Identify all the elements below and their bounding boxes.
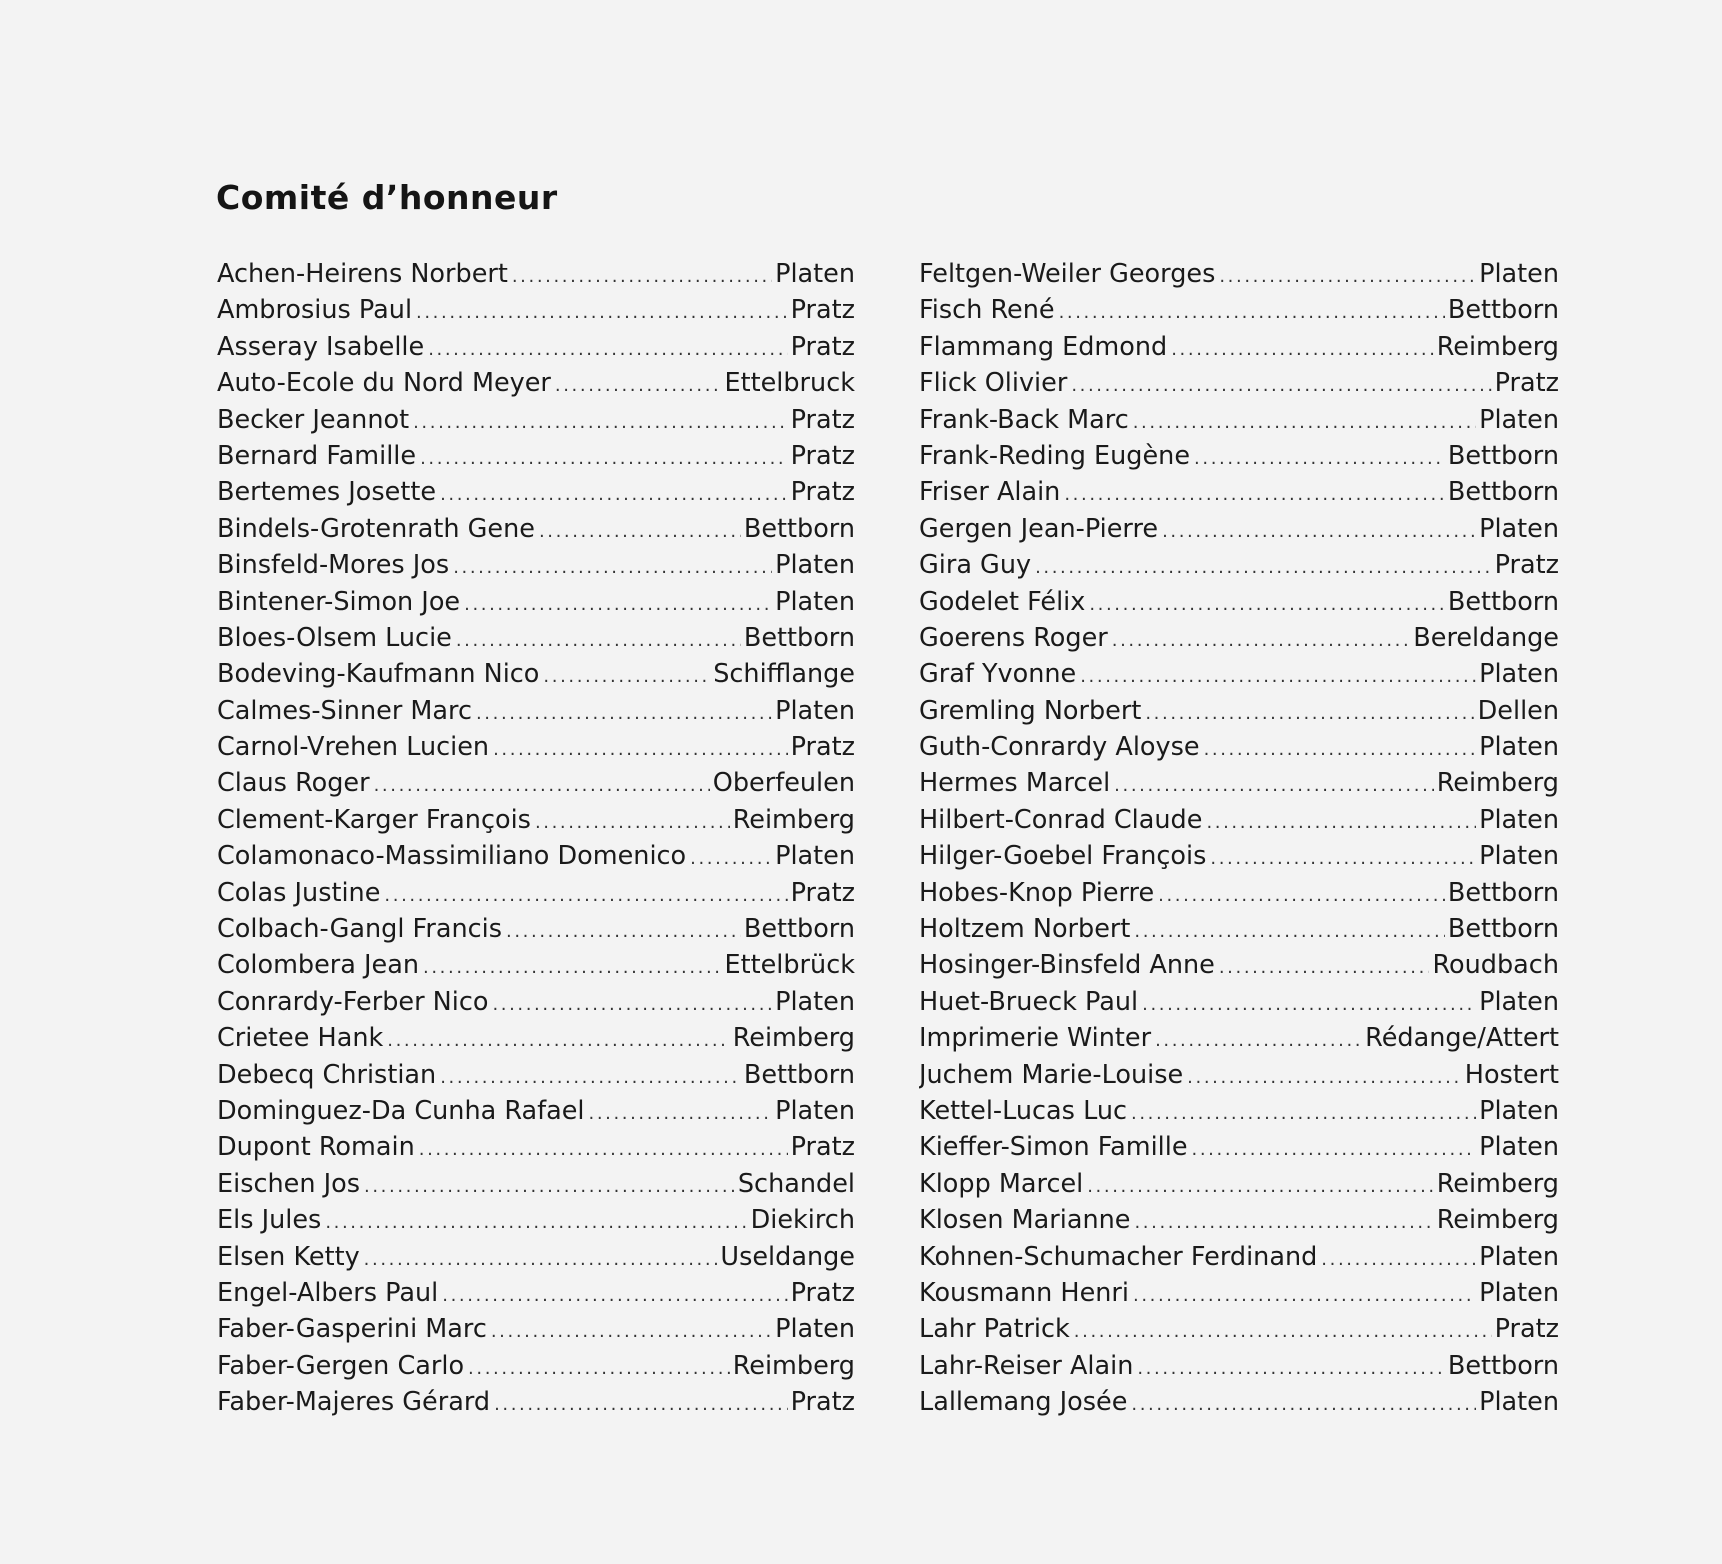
- entry-place: Pratz: [790, 440, 855, 471]
- list-item: [217, 1311, 855, 1347]
- entry-place: Reimberg: [1436, 1168, 1559, 1199]
- list-item: [217, 1239, 855, 1275]
- list-item: [217, 547, 855, 583]
- list-item: [919, 511, 1559, 547]
- entry-place: Platen: [1479, 259, 1559, 289]
- dot-leader: [442, 1278, 787, 1311]
- list-item: [919, 1384, 1559, 1420]
- entry-place: Reimberg: [732, 804, 855, 835]
- entry-name: Colamonaco-Massimiliano Domenico: [217, 841, 687, 872]
- dot-leader: [1080, 659, 1476, 692]
- dot-leader: [1158, 878, 1445, 911]
- list-item: [919, 1166, 1559, 1202]
- list-item: [217, 729, 855, 765]
- dot-leader: [491, 1314, 772, 1347]
- entry-place: Pratz: [1494, 550, 1559, 581]
- entry-name: Lallemang Josée: [919, 1387, 1128, 1418]
- dot-leader: [1137, 1351, 1444, 1384]
- dot-leader: [1142, 987, 1476, 1020]
- list-item: [919, 1202, 1559, 1238]
- entry-place: Bettborn: [1447, 295, 1559, 326]
- dot-leader: [539, 514, 741, 547]
- dot-leader: [1133, 1278, 1476, 1311]
- entry-place: Pratz: [790, 331, 855, 362]
- list-item: [919, 911, 1559, 947]
- entry-place: Pratz: [790, 1132, 855, 1163]
- entry-place: Ettelbrück: [724, 950, 855, 981]
- dot-leader: [1194, 441, 1445, 474]
- entry-place: Pratz: [790, 295, 855, 326]
- dot-leader: [364, 1169, 735, 1202]
- list-item: [919, 402, 1559, 438]
- entry-name: Imprimerie Winter: [919, 1023, 1152, 1054]
- entry-place: Platen: [1479, 804, 1559, 835]
- list-item: [217, 1093, 855, 1129]
- entry-name: Kousmann Henri: [919, 1277, 1129, 1308]
- list-item: [919, 947, 1559, 983]
- list-item: [217, 1129, 855, 1165]
- entry-name: Bodeving-Kaufmann Nico: [217, 659, 540, 690]
- dot-leader: [374, 768, 710, 801]
- entry-place: Reimberg: [1436, 331, 1559, 362]
- entry-name: Kettel-Lucas Luc: [919, 1095, 1128, 1126]
- entry-place: Platen: [775, 259, 855, 289]
- list-item: [217, 838, 855, 874]
- entry-place: Bettborn: [1447, 914, 1559, 945]
- list-item: [217, 402, 855, 438]
- dot-leader: [464, 587, 772, 620]
- list-item: [919, 256, 1559, 292]
- entry-place: Useldange: [720, 1241, 855, 1272]
- dot-leader: [1089, 587, 1444, 620]
- dot-leader: [1210, 841, 1476, 874]
- list-item: [217, 1166, 855, 1202]
- dot-leader: [690, 841, 772, 874]
- entry-name: Auto-Ecole du Nord Meyer: [217, 368, 551, 399]
- dot-leader: [1145, 696, 1474, 729]
- dot-leader: [440, 477, 788, 510]
- entry-name: Hilbert-Conrad Claude: [919, 804, 1203, 835]
- entry-name: Conrardy-Ferber Nico: [217, 986, 489, 1017]
- dot-leader: [416, 295, 788, 328]
- entry-name: Bertemes Josette: [217, 477, 437, 508]
- dot-leader: [420, 441, 787, 474]
- entry-name: Friser Alain: [919, 477, 1061, 508]
- entry-name: Dominguez-Da Cunha Rafael: [217, 1095, 585, 1126]
- entry-place: Diekirch: [750, 1205, 855, 1236]
- list-item: [919, 1093, 1559, 1129]
- entry-name: Claus Roger: [217, 768, 370, 799]
- list-item: [919, 1239, 1559, 1275]
- entry-name: Goerens Roger: [919, 622, 1108, 653]
- entry-place: Bereldange: [1413, 622, 1559, 653]
- entry-place: Schifflange: [713, 659, 855, 690]
- entry-place: Bettborn: [743, 1059, 855, 1090]
- entry-name: Calmes-Sinner Marc: [217, 695, 472, 726]
- right-column: [919, 256, 1559, 1421]
- entry-place: Platen: [775, 586, 855, 617]
- dot-leader: [387, 1023, 729, 1056]
- entry-name: Hobes-Knop Pierre: [919, 877, 1155, 908]
- dot-leader: [1162, 514, 1476, 547]
- entry-place: Platen: [1479, 659, 1559, 690]
- dot-leader: [512, 259, 772, 292]
- entry-place: Dellen: [1477, 695, 1559, 726]
- dot-leader: [1074, 1314, 1492, 1347]
- list-item: [217, 1057, 855, 1093]
- entry-name: Huet-Brueck Paul: [919, 986, 1139, 1017]
- dot-leader: [1114, 768, 1434, 801]
- entry-place: Bettborn: [1447, 440, 1559, 471]
- entry-name: Fisch René: [919, 295, 1055, 326]
- dot-leader: [1321, 1242, 1476, 1275]
- list-item: [919, 838, 1559, 874]
- entry-name: Carnol-Vrehen Lucien: [217, 732, 490, 763]
- entry-place: Reimberg: [732, 1023, 855, 1054]
- entry-place: Bettborn: [1447, 1350, 1559, 1381]
- list-item: [919, 875, 1559, 911]
- entry-name: Elsen Ketty: [217, 1241, 360, 1272]
- list-item: [919, 474, 1559, 510]
- entry-place: Pratz: [1494, 1314, 1559, 1345]
- dot-leader: [1071, 368, 1491, 401]
- list-item: [919, 765, 1559, 801]
- entry-place: Ettelbruck: [724, 368, 855, 399]
- entry-name: Asseray Isabelle: [217, 331, 425, 362]
- entry-place: Rédange/Attert: [1365, 1023, 1559, 1054]
- entry-name: Kieffer-Simon Famille: [919, 1132, 1188, 1163]
- entry-place: Platen: [1479, 1095, 1559, 1126]
- entry-name: Eischen Jos: [217, 1168, 361, 1199]
- dot-leader: [1131, 1387, 1476, 1420]
- dot-leader: [428, 332, 787, 365]
- entry-place: Pratz: [790, 404, 855, 435]
- list-item: [919, 1348, 1559, 1384]
- entry-place: Pratz: [790, 1277, 855, 1308]
- list-item: [217, 1384, 855, 1420]
- entry-place: Bettborn: [743, 513, 855, 544]
- entry-name: Bloes-Olsem Lucie: [217, 622, 452, 653]
- entry-place: Platen: [1479, 986, 1559, 1017]
- entry-name: Graf Yvonne: [919, 659, 1077, 690]
- dot-leader: [384, 878, 787, 911]
- list-item: [217, 693, 855, 729]
- entry-name: Bintener-Simon Joe: [217, 586, 461, 617]
- page-title: Comité d’honneur: [216, 178, 558, 217]
- dot-leader: [1131, 1096, 1476, 1129]
- entry-name: Feltgen-Weiler Georges: [919, 259, 1216, 289]
- dot-leader: [1134, 1205, 1433, 1238]
- list-item: [919, 729, 1559, 765]
- entry-place: Bettborn: [1447, 477, 1559, 508]
- entry-name: Godelet Félix: [919, 586, 1086, 617]
- dot-leader: [1059, 295, 1445, 328]
- list-item: [217, 292, 855, 328]
- entry-place: Pratz: [790, 877, 855, 908]
- dot-leader: [506, 914, 741, 947]
- list-item: [919, 984, 1559, 1020]
- list-item: [217, 1348, 855, 1384]
- list-item: [217, 911, 855, 947]
- entry-place: Pratz: [790, 1387, 855, 1418]
- entry-name: Debecq Christian: [217, 1059, 437, 1090]
- list-item: [217, 511, 855, 547]
- dot-leader: [1133, 405, 1476, 438]
- entry-place: Reimberg: [1436, 1205, 1559, 1236]
- entry-place: Roudbach: [1432, 950, 1559, 981]
- entry-place: Platen: [775, 695, 855, 726]
- entry-place: Platen: [775, 1095, 855, 1126]
- list-item: [919, 1057, 1559, 1093]
- entry-place: Bettborn: [743, 914, 855, 945]
- entry-name: Hermes Marcel: [919, 768, 1111, 799]
- list-item: [919, 1275, 1559, 1311]
- entry-place: Pratz: [790, 477, 855, 508]
- entry-name: Binsfeld-Mores Jos: [217, 550, 450, 581]
- entry-name: Lahr Patrick: [919, 1314, 1070, 1345]
- entry-place: Bettborn: [1447, 586, 1559, 617]
- list-item: [217, 656, 855, 692]
- entry-name: Frank-Reding Eugène: [919, 440, 1191, 471]
- list-item: [919, 438, 1559, 474]
- entry-place: Schandel: [737, 1168, 855, 1199]
- list-item: [217, 875, 855, 911]
- entry-name: Clement-Karger François: [217, 804, 531, 835]
- entry-name: Flick Olivier: [919, 368, 1068, 399]
- entry-place: Platen: [775, 1314, 855, 1345]
- entry-place: Platen: [775, 550, 855, 581]
- list-item: [919, 547, 1559, 583]
- dot-leader: [1171, 332, 1433, 365]
- left-column: [217, 256, 855, 1421]
- dot-leader: [1035, 550, 1491, 583]
- entry-name: Faber-Majeres Gérard: [217, 1387, 491, 1418]
- list-item: [919, 292, 1559, 328]
- dot-leader: [494, 1387, 787, 1420]
- dot-leader: [1087, 1169, 1433, 1202]
- dot-leader: [1206, 805, 1476, 838]
- dot-leader: [468, 1351, 730, 1384]
- list-item: [217, 947, 855, 983]
- dot-leader: [423, 950, 721, 983]
- entry-place: Platen: [1479, 732, 1559, 763]
- dot-leader: [1204, 732, 1476, 765]
- list-item: [919, 620, 1559, 656]
- entry-name: Faber-Gasperini Marc: [217, 1314, 487, 1345]
- dot-leader: [1187, 1060, 1462, 1093]
- dot-leader: [555, 368, 722, 401]
- list-item: [919, 584, 1559, 620]
- entry-name: Klosen Marianne: [919, 1205, 1131, 1236]
- list-item: [217, 765, 855, 801]
- entry-place: Bettborn: [743, 622, 855, 653]
- list-item: [217, 802, 855, 838]
- list-item: [217, 1202, 855, 1238]
- entry-place: Reimberg: [732, 1350, 855, 1381]
- dot-leader: [1155, 1023, 1362, 1056]
- entry-place: Platen: [1479, 513, 1559, 544]
- list-item: [919, 365, 1559, 401]
- dot-leader: [325, 1205, 747, 1238]
- dot-leader: [1064, 477, 1444, 510]
- list-item: [217, 584, 855, 620]
- dot-leader: [1192, 1132, 1477, 1165]
- entry-name: Hosinger-Binsfeld Anne: [919, 950, 1215, 981]
- list-item: [217, 438, 855, 474]
- entry-place: Platen: [1479, 841, 1559, 872]
- dot-leader: [1219, 950, 1430, 983]
- entry-place: Bettborn: [1447, 877, 1559, 908]
- entry-name: Colbach-Gangl Francis: [217, 914, 503, 945]
- dot-leader: [453, 550, 772, 583]
- entry-name: Gergen Jean-Pierre: [919, 513, 1159, 544]
- entry-name: Frank-Back Marc: [919, 404, 1129, 435]
- entry-name: Juchem Marie-Louise: [919, 1059, 1184, 1090]
- entry-place: Oberfeulen: [712, 768, 855, 799]
- entry-place: Platen: [1479, 404, 1559, 435]
- entry-place: Platen: [1479, 1132, 1559, 1163]
- dot-leader: [456, 623, 741, 656]
- entry-name: Engel-Albers Paul: [217, 1277, 439, 1308]
- list-item: [217, 620, 855, 656]
- list-item: [919, 329, 1559, 365]
- entry-name: Achen-Heirens Norbert: [217, 259, 508, 289]
- entry-name: Bernard Famille: [217, 440, 417, 471]
- dot-leader: [476, 696, 772, 729]
- entry-name: Colombera Jean: [217, 950, 420, 981]
- entry-place: Pratz: [1494, 368, 1559, 399]
- entry-name: Guth-Conrardy Aloyse: [919, 732, 1200, 763]
- entry-place: Pratz: [790, 732, 855, 763]
- entry-name: Ambrosius Paul: [217, 295, 413, 326]
- dot-leader: [1112, 623, 1411, 656]
- entry-name: Becker Jeannot: [217, 404, 410, 435]
- entry-name: Lahr-Reiser Alain: [919, 1350, 1134, 1381]
- list-item: [919, 693, 1559, 729]
- entry-name: Hilger-Goebel François: [919, 841, 1207, 872]
- entry-name: Colas Justine: [217, 877, 381, 908]
- entry-place: Platen: [1479, 1387, 1559, 1418]
- list-item: [919, 656, 1559, 692]
- entry-name: Gira Guy: [919, 550, 1032, 581]
- dot-leader: [492, 987, 772, 1020]
- list-item: [217, 365, 855, 401]
- entry-name: Dupont Romain: [217, 1132, 415, 1163]
- list-item: [217, 1020, 855, 1056]
- entry-name: Bindels-Grotenrath Gene: [217, 513, 535, 544]
- list-item: [919, 1129, 1559, 1165]
- list-item: [919, 1311, 1559, 1347]
- entry-place: Reimberg: [1436, 768, 1559, 799]
- dot-leader: [440, 1060, 741, 1093]
- dot-leader: [413, 405, 787, 438]
- dot-leader: [419, 1132, 788, 1165]
- list-item: [919, 1020, 1559, 1056]
- entry-name: Flammang Edmond: [919, 331, 1168, 362]
- entry-place: Platen: [775, 986, 855, 1017]
- entry-name: Els Jules: [217, 1205, 322, 1236]
- entry-name: Crietee Hank: [217, 1023, 384, 1054]
- entry-name: Klopp Marcel: [919, 1168, 1084, 1199]
- entry-place: Platen: [1479, 1241, 1559, 1272]
- entry-place: Platen: [775, 841, 855, 872]
- entry-place: Platen: [1479, 1277, 1559, 1308]
- list-item: [217, 256, 855, 292]
- list-item: [919, 802, 1559, 838]
- list-item: [217, 1275, 855, 1311]
- list-item: [217, 984, 855, 1020]
- dot-leader: [589, 1096, 773, 1129]
- dot-leader: [1134, 914, 1444, 947]
- entry-name: Kohnen-Schumacher Ferdinand: [919, 1241, 1318, 1272]
- entry-name: Faber-Gergen Carlo: [217, 1350, 465, 1381]
- entry-place: Hostert: [1464, 1059, 1559, 1090]
- list-item: [217, 329, 855, 365]
- entry-name: Holtzem Norbert: [919, 914, 1131, 945]
- entry-name: Gremling Norbert: [919, 695, 1142, 726]
- dot-leader: [493, 732, 787, 765]
- dot-leader: [535, 805, 730, 838]
- list-item: [217, 474, 855, 510]
- dot-leader: [364, 1242, 718, 1275]
- dot-leader: [543, 659, 710, 692]
- dot-leader: [1219, 259, 1476, 292]
